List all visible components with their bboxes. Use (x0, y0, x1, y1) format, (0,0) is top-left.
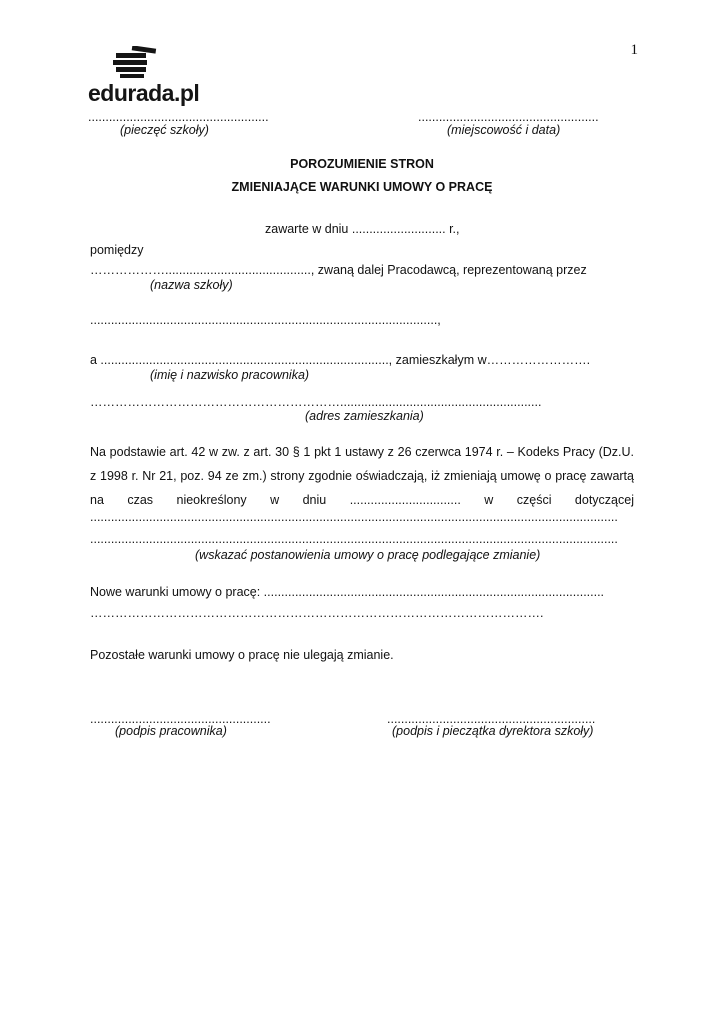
legal-paragraph (90, 440, 634, 512)
place-date-label: (miejscowość i data) (447, 123, 561, 137)
provisions-line-1: ........................................................................................................................................................ (90, 510, 618, 524)
remaining-terms: Pozostałe warunki umowy o pracę nie ulegają zmianie. (90, 648, 394, 662)
title-line2: ZMIENIAJĄCE WARUNKI UMOWY O PRACĘ (231, 180, 493, 194)
title-line1: POROZUMIENIE STRON (290, 157, 434, 171)
date-line: zawarte w dniu ........................... r., (265, 222, 460, 236)
page-number: 1 (630, 42, 638, 58)
employee-signature-label: (podpis pracownika) (115, 724, 227, 738)
employer-label: (nazwa szkoły) (150, 278, 233, 292)
address-line: …………………………………………………….......................................................... (90, 395, 542, 409)
director-signature-dots: ............................................................ (387, 712, 596, 726)
representative-line: ...................................................................................................., (90, 313, 441, 327)
provisions-label: (wskazać postanowienia umowy o pracę podlegające zmianie) (195, 548, 541, 562)
employer-line: ……………….........................................., zwaną dalej Pracodawcą, reprezentowaną przez (90, 263, 587, 277)
logo-text: edurada.pl (88, 80, 200, 106)
stamp-dots: .................................................... (88, 110, 269, 124)
employee-label: (imię i nazwisko pracownika) (150, 368, 310, 382)
stacked-books-icon (110, 46, 158, 80)
new-terms-line-2: ………………………………………………………………………………………………. (90, 606, 544, 620)
between-text: pomiędzy (90, 243, 144, 257)
new-terms-line: Nowe warunki umowy o pracę: .................................................................................................. (90, 585, 605, 599)
legal-paragraph-text: Na podstawie art. 42 w zw. z art. 30 § 1 pkt 1 ustawy z 26 czerwca 1974 r. – Kodeks Pracy (Dz.U. z 1998 r. Nr 21, poz. 94 ze zm.) strony zgodnie oświadczają, iż zmieniają umowę o pracę zawartą na czas nieokreślony w dniu ................................ w części dotyczącej (90, 445, 634, 507)
provisions-line-2: ........................................................................................................................................................ (90, 532, 618, 546)
employee-line: a ..................................................................................., zamieszkałym w……………………. (90, 353, 591, 367)
director-signature-label: (podpis i pieczątka dyrektora szkoły) (392, 724, 594, 738)
logo (88, 46, 198, 110)
stamp-label: (pieczęć szkoły) (120, 123, 209, 137)
employee-signature-dots: .................................................... (90, 712, 271, 726)
address-label: (adres zamieszkania) (305, 409, 424, 423)
place-date-dots: .................................................... (418, 110, 599, 124)
